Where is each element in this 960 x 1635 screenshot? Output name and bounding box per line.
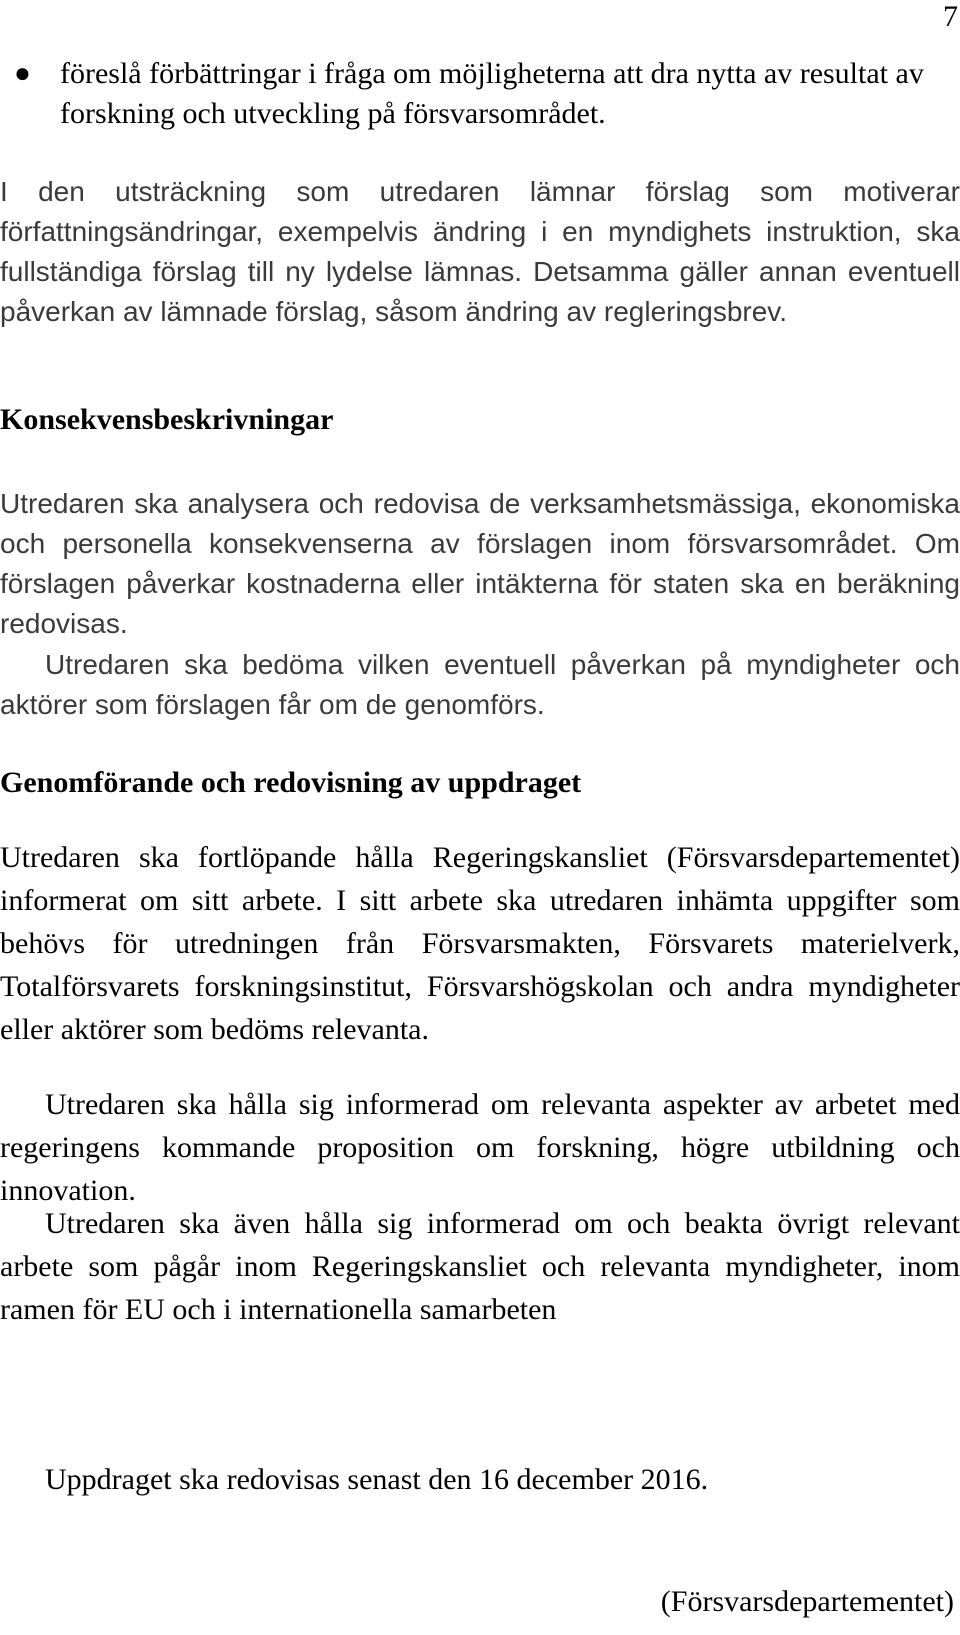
paragraph-other-work: Utredaren ska även hålla sig informerad om och beakta övrigt relevant arbete som pågår inom Regeringskansliet och relevanta myndigheter, inom ramen för EU och i internationella samarbeten: [0, 1207, 960, 1326]
bullet-icon: ●: [14, 58, 31, 89]
bullet-text: föreslå förbättringar i fråga om möjligheterna att dra nytta av resultat av forskning och utveckling på försvarsområdet.: [60, 57, 924, 130]
paragraph-legislation: I den utsträckning som utredaren lämnar förslag som motiverar författningsändringar, exempelvis ändring i en myndighets instruktion, ska fullständiga förslag till ny lydelse lämnas. Detsamma gäller annan eventuell påverkan av lämnade förslag, såsom ändring av regleringsbrev.: [0, 176, 960, 327]
bullet-list-item: [0, 54, 940, 134]
heading-consequences: Konsekvensbeskrivningar: [0, 403, 334, 436]
paragraph-impact: Utredaren ska bedöma vilken eventuell påverkan på myndigheter och aktörer som förslagen får om de genomförs.: [0, 649, 960, 720]
heading-implementation: Genomförande och redovisning av uppdraget: [0, 766, 582, 799]
paragraph-consequences: Utredaren ska analysera och redovisa de verksamhetsmässiga, ekonomiska och personella konsekvenserna av förslagen inom försvarsområdet. Om förslagen påverkar kostnaderna eller intäkterna för staten ska en beräkning redovisas.: [0, 488, 960, 639]
paragraph-implementation: Utredaren ska fortlöpande hålla Regeringskansliet (Försvarsdepartementet) informerat om sitt arbete. I sitt arbete ska utredaren inhämta uppgifter som behövs för utredningen från Försvarsmakten, Försvarets materielverk, Totalförsvarets forskningsinstitut, Försvarshögskolan och andra myndigheter eller aktörer som bedöms relevanta.: [0, 841, 960, 1046]
deadline-line: Uppdraget ska redovisas senast den 16 december 2016.: [45, 1463, 709, 1496]
department-signature: (Försvarsdepartementet): [660, 1585, 954, 1618]
page-number: 7: [943, 0, 958, 33]
paragraph-research-proposition: Utredaren ska hålla sig informerad om relevanta aspekter av arbetet med regeringens kommande proposition om forskning, högre utbildning och innovation.: [0, 1088, 960, 1207]
